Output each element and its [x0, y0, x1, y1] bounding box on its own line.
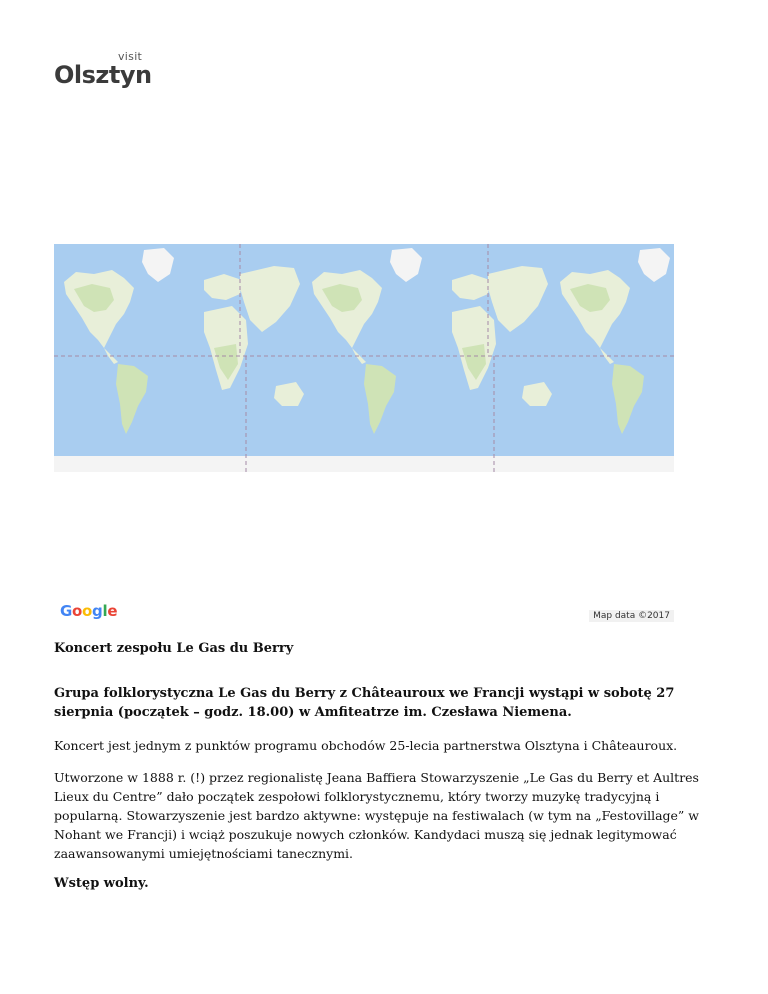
logo-olsztyn-text: Olsztyn [54, 61, 152, 89]
google-letter-g2: g [92, 602, 103, 620]
google-letter-o1: o [72, 602, 83, 620]
article-paragraph-1: Koncert jest jednym z punktów programu obchodów 25-lecia partnerstwa Olsztyna i Châteauroux. [54, 738, 678, 753]
google-letter-l: l [102, 602, 108, 620]
world-map-image[interactable] [54, 244, 674, 472]
admission-note: Wstęp wolny. [54, 876, 149, 891]
map-embed[interactable] [54, 244, 674, 628]
world-map-svg [54, 244, 674, 472]
visit-olsztyn-logo[interactable] [54, 50, 154, 92]
article-title: Koncert zespołu Le Gas du Berry [54, 641, 294, 656]
google-letter-o2: o [82, 602, 93, 620]
article-lead: Grupa folklorystyczna Le Gas du Berry z Châteauroux we Francji wystąpi w sobotę 27 sierpnia (początek – godz. 18.00) w Amfiteatrze im. Czesława Niemena. [54, 686, 675, 720]
logo-visit-text: visit [118, 50, 143, 63]
article-paragraph-2: Utworzone w 1888 r. (!) przez regionalistę Jeana Baffiera Stowarzyszenie „Le Gas du Berry et Aultres Lieux du Centre” dało początek zespołowi folklorystycznemu, który tworzy muzykę tradycyjną i popularną. Stowarzyszenie jest bardzo aktywne: występuje na festiwalach (w tym na „Festovillage” w Nohant we Francji) i wciąż poszukuje nowych członków. Kandydaci muszą się jednak legitymować zaawansowanymi umiejętnościami tanecznymi. [54, 770, 699, 861]
article-content [54, 640, 714, 893]
map-data-credit[interactable]: Map data ©2017 [589, 610, 674, 622]
google-logo[interactable] [60, 602, 117, 620]
google-letter-g: G [60, 602, 73, 620]
google-letter-e: e [107, 602, 118, 620]
